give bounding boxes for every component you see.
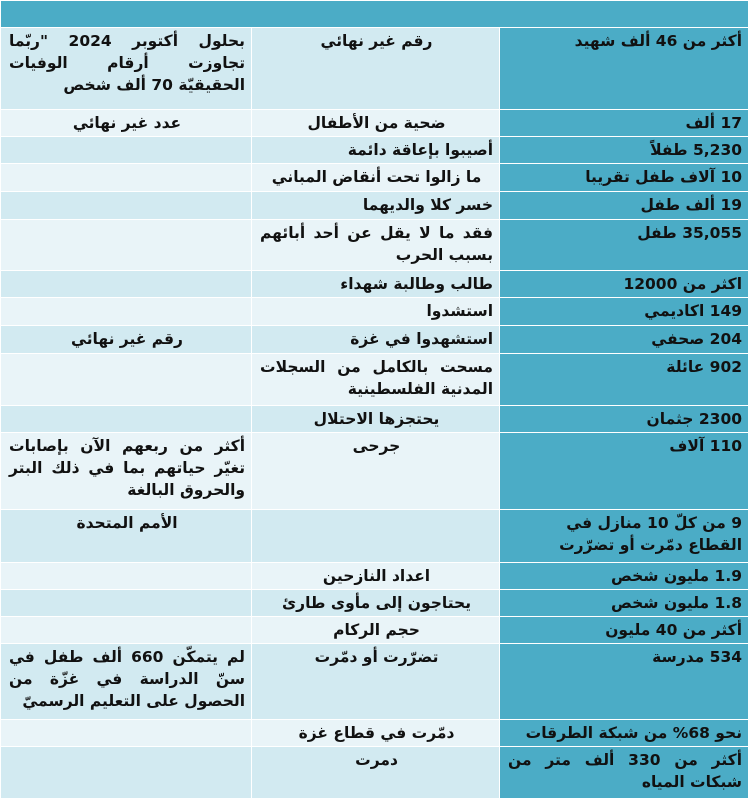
- note-cell: [1, 720, 252, 747]
- description-cell: [252, 510, 500, 563]
- description-cell: رقم غير نهائي: [252, 28, 500, 110]
- table-row: [1, 220, 748, 271]
- table-row: [1, 110, 748, 137]
- table-row: [1, 354, 748, 406]
- value-cell: 17 ألف: [500, 110, 748, 137]
- value-cell: أكثر من 330 ألف متر من شبكات المياه: [500, 747, 748, 799]
- table-row: [1, 298, 748, 326]
- table-row: [1, 271, 748, 298]
- description-cell: اعداد النازحين: [252, 563, 500, 590]
- note-cell: [1, 271, 252, 298]
- note-cell: الأمم المتحدة: [1, 510, 252, 563]
- note-cell: بحلول أكتوبر 2024 "ربّما تجاوزت أرقام الوفيات الحقيقيّة 70 ألف شخص: [1, 28, 252, 110]
- description-cell: أصيبوا بإعاقة دائمة: [252, 137, 500, 164]
- note-cell: لم يتمكّن 660 ألف طفل في سنّ الدراسة في غزّة من الحصول على التعليم الرسميّ: [1, 644, 252, 720]
- table-row: [1, 617, 748, 644]
- note-cell: رقم غير نهائي: [1, 326, 252, 354]
- description-cell: استشهدوا في غزة: [252, 326, 500, 354]
- note-cell: [1, 192, 252, 220]
- description-cell: يحتاجون إلى مأوى طارئ: [252, 590, 500, 617]
- table-row: [1, 137, 748, 164]
- value-cell: 10 آلاف طفل تقريبا: [500, 164, 748, 192]
- value-cell: 19 ألف طفل: [500, 192, 748, 220]
- table-row: [1, 28, 748, 110]
- table-row: [1, 563, 748, 590]
- value-cell: نحو 68% من شبكة الطرقات: [500, 720, 748, 747]
- description-cell: استشدوا: [252, 298, 500, 326]
- note-cell: [1, 354, 252, 406]
- table-row: [1, 326, 748, 354]
- table-row: [1, 433, 748, 510]
- value-cell: 534 مدرسة: [500, 644, 748, 720]
- note-cell: [1, 590, 252, 617]
- header-cell: [1, 1, 748, 28]
- description-cell: مسحت بالكامل من السجلات المدنية الفلسطينية: [252, 354, 500, 406]
- table-row: [1, 406, 748, 433]
- note-cell: [1, 406, 252, 433]
- description-cell: دمرت: [252, 747, 500, 799]
- value-cell: 204 صحفي: [500, 326, 748, 354]
- value-cell: 5,230 طفلاً: [500, 137, 748, 164]
- description-cell: دمّرت في قطاع غزة: [252, 720, 500, 747]
- value-cell: 9 من كلّ 10 منازل في القطاع دمّرت أو تضرّرت: [500, 510, 748, 563]
- table-row: [1, 590, 748, 617]
- note-cell: أكثر من ربعهم الآن بإصابات تغيّر حياتهم بما في ذلك البتر والحروق البالغة: [1, 433, 252, 510]
- table-row: [1, 747, 748, 799]
- value-cell: 902 عائلة: [500, 354, 748, 406]
- table-row: [1, 720, 748, 747]
- note-cell: [1, 137, 252, 164]
- description-cell: ما زالوا تحت أنقاض المباني: [252, 164, 500, 192]
- description-cell: خسر كلا والديهما: [252, 192, 500, 220]
- value-cell: 2300 جثمان: [500, 406, 748, 433]
- table-row: [1, 644, 748, 720]
- description-cell: طالب وطالبة شهداء: [252, 271, 500, 298]
- note-cell: [1, 563, 252, 590]
- note-cell: [1, 164, 252, 192]
- value-cell: اكثر من 12000: [500, 271, 748, 298]
- value-cell: 110 آلاف: [500, 433, 748, 510]
- value-cell: 1.8 مليون شخص: [500, 590, 748, 617]
- note-cell: [1, 747, 252, 799]
- value-cell: 1.9 مليون شخص: [500, 563, 748, 590]
- description-cell: تضرّرت أو دمّرت: [252, 644, 500, 720]
- description-cell: يحتجزها الاحتلال: [252, 406, 500, 433]
- note-cell: [1, 220, 252, 271]
- table-row: [1, 510, 748, 563]
- table-header-row: [1, 1, 748, 28]
- value-cell: 35,055 طفل: [500, 220, 748, 271]
- note-cell: عدد غير نهائي: [1, 110, 252, 137]
- description-cell: ضحية من الأطفال: [252, 110, 500, 137]
- value-cell: أكثر من 46 ألف شهيد: [500, 28, 748, 110]
- note-cell: [1, 617, 252, 644]
- description-cell: جرحى: [252, 433, 500, 510]
- description-cell: حجم الركام: [252, 617, 500, 644]
- table-row: [1, 164, 748, 192]
- note-cell: [1, 298, 252, 326]
- value-cell: أكثر من 40 مليون: [500, 617, 748, 644]
- description-cell: فقد ما لا يقل عن أحد أبائهم بسبب الحرب: [252, 220, 500, 271]
- table-row: [1, 192, 748, 220]
- value-cell: 149 اكاديمي: [500, 298, 748, 326]
